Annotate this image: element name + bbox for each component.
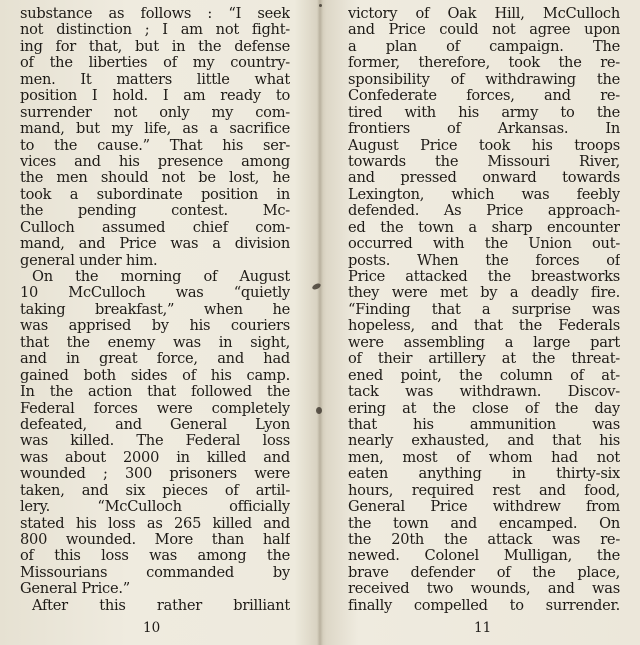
text-line: to the cause.” That his ser- xyxy=(20,137,290,154)
text-line: taking breakfast,” when he xyxy=(20,301,290,318)
text-line: In the action that followed the xyxy=(20,384,290,401)
text-line: former, therefore, took the re- xyxy=(348,55,620,72)
text-line: victory of Oak Hill, McCulloch xyxy=(348,6,620,22)
text-line: Missourians commanded by xyxy=(20,564,290,581)
text-line: “Finding that a surprise was xyxy=(348,301,620,318)
text-line: ering at the close of the day xyxy=(348,400,620,417)
text-line: of this loss was among the xyxy=(20,548,290,565)
ink-speck xyxy=(319,4,322,7)
text-line: August Price took his troops xyxy=(348,137,620,154)
text-line: mand, and Price was a division xyxy=(20,236,290,253)
text-line: surrender not only my com- xyxy=(20,104,290,121)
text-line: towards the Missouri River, xyxy=(348,153,620,170)
text-line: Lexington, which was feebly xyxy=(348,186,620,203)
text-line: men, most of whom had not xyxy=(348,449,620,466)
text-line: defended. As Price approach- xyxy=(348,203,620,220)
text-line: that his ammunition was xyxy=(348,416,620,433)
text-line: ened point, the column of at- xyxy=(348,367,620,384)
text-line: vices and his presence among xyxy=(20,153,290,170)
page-number-right: 11 xyxy=(474,620,492,636)
text-line: Culloch assumed chief com- xyxy=(20,219,290,236)
text-line: the men should not be lost, he xyxy=(20,170,290,187)
text-line: newed. Colonel Mulligan, the xyxy=(348,548,620,565)
left-page-text xyxy=(20,6,290,614)
text-line: nearly exhausted, and that his xyxy=(348,433,620,450)
ink-speck xyxy=(316,407,322,414)
text-line: sponsibility of withdrawing the xyxy=(348,71,620,88)
page-number-left: 10 xyxy=(143,620,161,636)
right-page xyxy=(322,0,640,645)
text-line: 800 wounded. More than half xyxy=(20,532,290,548)
text-line: ing for that, but in the defense xyxy=(20,38,290,55)
text-line: they were met by a deadly fire. xyxy=(348,285,620,302)
text-line: Federal forces were completely xyxy=(20,400,290,417)
text-line: the town and encamped. On xyxy=(348,515,620,532)
text-line: taken, and six pieces of artil- xyxy=(20,482,290,499)
text-line: General Price withdrew from xyxy=(348,499,620,516)
text-line: not distinction ; I am not fight- xyxy=(20,22,290,39)
text-line: finally compelled to surrender. xyxy=(348,597,620,614)
text-line: eaten anything in thirty-six xyxy=(348,466,620,483)
text-line: tack was withdrawn. Discov- xyxy=(348,384,620,401)
text-line: frontiers of Arkansas. In xyxy=(348,121,620,138)
text-line: brave defender of the place, xyxy=(348,564,620,581)
text-line: tired with his army to the xyxy=(348,104,620,121)
text-line: General Price.” xyxy=(20,581,130,598)
text-line: ed the town a sharp encounter xyxy=(348,219,620,236)
text-line: was apprised by his couriers xyxy=(20,318,290,335)
text-line: occurred with the Union out- xyxy=(348,236,620,253)
text-line: were assembling a large part xyxy=(348,334,620,351)
text-line: hours, required rest and food, xyxy=(348,482,620,499)
text-line: Confederate forces, and re- xyxy=(348,88,620,105)
text-line: Price attacked the breastworks xyxy=(348,269,620,285)
text-line: was killed. The Federal loss xyxy=(20,433,290,450)
text-line: position I hold. I am ready to xyxy=(20,88,290,105)
text-line: that the enemy was in sight, xyxy=(20,334,290,351)
text-line: mand, but my life, as a sacrifice xyxy=(20,121,290,138)
paragraph-start-line: On the morning of August xyxy=(32,269,290,285)
text-line: the 20th the attack was re- xyxy=(348,532,620,548)
paragraph-start-line: After this rather brilliant xyxy=(32,597,290,614)
text-line: men. It matters little what xyxy=(20,71,290,88)
text-line: 10 McCulloch was “quietly xyxy=(20,285,290,302)
text-line: lery. “McCulloch officially xyxy=(20,499,290,516)
text-line: received two wounds, and was xyxy=(348,581,620,598)
text-line: was about 2000 in killed and xyxy=(20,449,290,466)
text-line: and in great force, and had xyxy=(20,351,290,368)
text-line: of their artillery at the threat- xyxy=(348,351,620,368)
text-line: hopeless, and that the Federals xyxy=(348,318,620,335)
text-line: took a subordinate position in xyxy=(20,186,290,203)
text-line: stated his loss as 265 killed and xyxy=(20,515,290,532)
text-line: posts. When the forces of xyxy=(348,252,620,269)
text-line: general under him. xyxy=(20,252,158,269)
text-line: and Price could not agree upon xyxy=(348,22,620,39)
text-line: gained both sides of his camp. xyxy=(20,367,290,384)
left-page xyxy=(0,0,318,645)
text-line: wounded ; 300 prisoners were xyxy=(20,466,290,483)
text-line: the pending contest. Mc- xyxy=(20,203,290,220)
text-line: of the liberties of my country- xyxy=(20,55,290,72)
text-line: a plan of campaign. The xyxy=(348,38,620,55)
text-line: defeated, and General Lyon xyxy=(20,416,290,433)
right-page-text xyxy=(348,6,620,614)
text-line: substance as follows : “I seek xyxy=(20,6,290,22)
text-line: and pressed onward towards xyxy=(348,170,620,187)
